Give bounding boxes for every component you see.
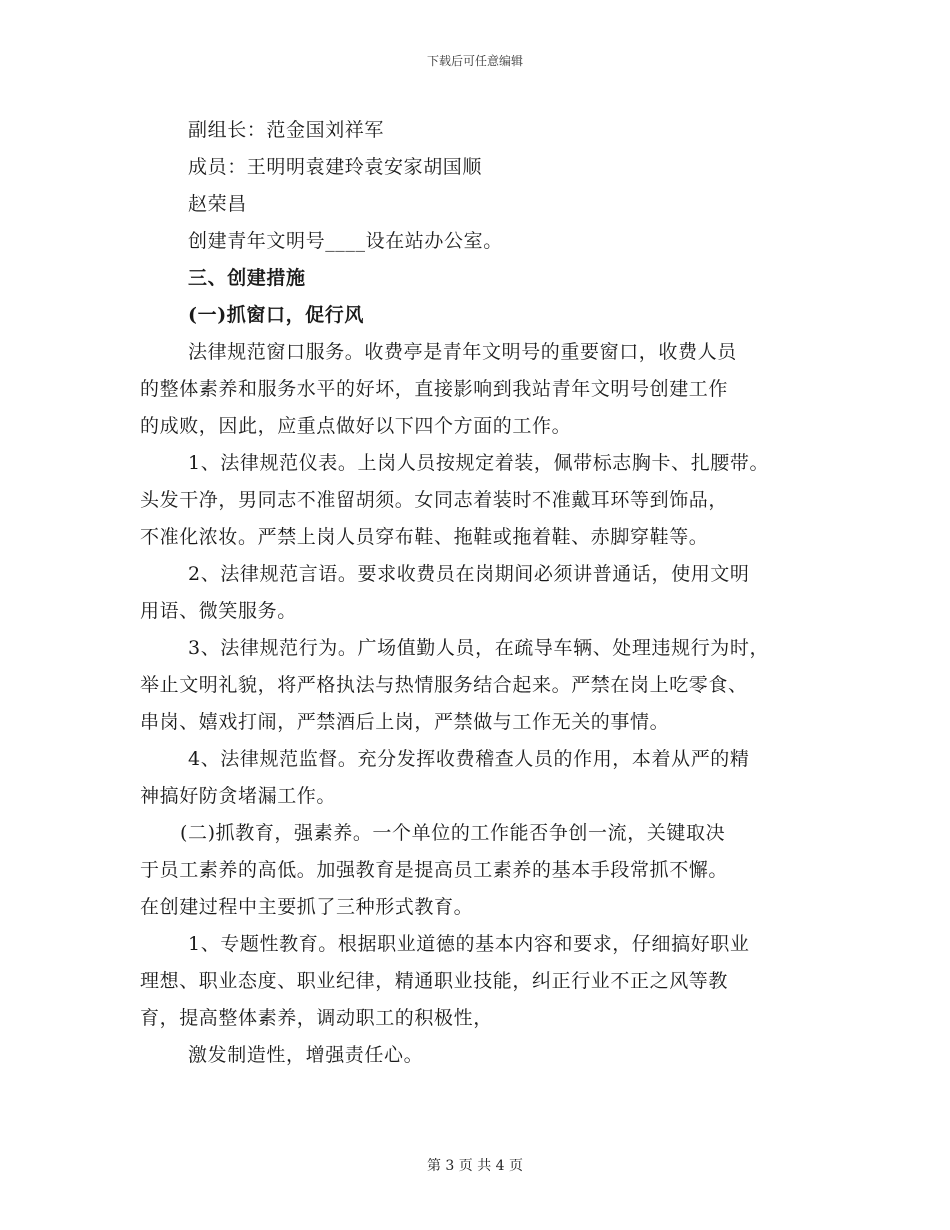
paragraph-line: 神搞好防贪堵漏工作。 [140, 785, 337, 807]
page-header-note: 下载后可任意编辑 [426, 54, 523, 68]
paragraph-line: 举止文明礼貌，将严格执法与热情服务结合起来。严禁在岗上吃零食、 [140, 674, 748, 696]
document-body [140, 112, 820, 1074]
paragraph-line: 4、法律规范监督。充分发挥收费稽查人员的作用，本着从严的精 [188, 748, 750, 770]
paragraph-line: 激发制造性，增强责任心。 [188, 1044, 424, 1066]
paragraph-line: 头发干净，男同志不准留胡须。女同志着装时不准戴耳环等到饰品， [140, 489, 729, 511]
subsection-heading-window: (一)抓窗口，促行风 [188, 304, 364, 326]
section-heading-measures: 三、创建措施 [188, 267, 306, 289]
paragraph-line: 的成败，因此，应重点做好以下四个方面的工作。 [140, 415, 572, 437]
paragraph-line: 在创建过程中主要抓了三种形式教育。 [140, 896, 474, 918]
paragraph-line: 的整体素养和服务水平的好坏，直接影响到我站青年文明号创建工作 [140, 378, 729, 400]
paragraph-line: 用语、微笑服务。 [140, 600, 297, 622]
text-line-office: 创建青年文明号____设在站办公室。 [188, 230, 503, 252]
paragraph-line: 理想、职业态度、职业纪律，精通职业技能，纠正行业不正之风等教 [140, 970, 729, 992]
paragraph-line: 1、专题性教育。根据职业道德的基本内容和要求，仔细搞好职业 [188, 933, 750, 955]
paragraph-line: 法律规范窗口服务。收费亭是青年文明号的重要窗口，收费人员 [188, 341, 737, 363]
paragraph-line: 3、法律规范行为。广场值勤人员，在疏导车辆、处理违规行为时， [188, 637, 770, 659]
paragraph-line: 1、法律规范仪表。上岗人员按规定着装，佩带标志胸卡、扎腰带。 [188, 452, 770, 474]
paragraph-line: 于员工素养的高低。加强教育是提高员工素养的基本手段常抓不懈。 [140, 859, 729, 881]
paragraph-line: 串岗、嬉戏打闹，严禁酒后上岗，严禁做与工作无关的事情。 [140, 711, 670, 733]
text-line-members-cont: 赵荣昌 [188, 193, 247, 215]
page-number: 第 3 页 共 4 页 [426, 1158, 524, 1174]
paragraph-line: 育，提高整体素养，调动职工的积极性， [140, 1007, 493, 1029]
paragraph-line: 2、法律规范言语。要求收费员在岗期间必须讲普通话，使用文明 [188, 563, 750, 585]
text-line-members: 成员：王明明袁建玲袁安家胡国顺 [188, 156, 483, 178]
text-line-deputy-leader: 副组长：范金国刘祥军 [188, 119, 385, 141]
paragraph-line: 不准化浓妆。严禁上岗人员穿布鞋、拖鞋或拖着鞋、赤脚穿鞋等。 [140, 526, 709, 548]
subsection-paragraph-education: (二)抓教育，强素养。一个单位的工作能否争创一流，关键取决 [180, 822, 726, 844]
